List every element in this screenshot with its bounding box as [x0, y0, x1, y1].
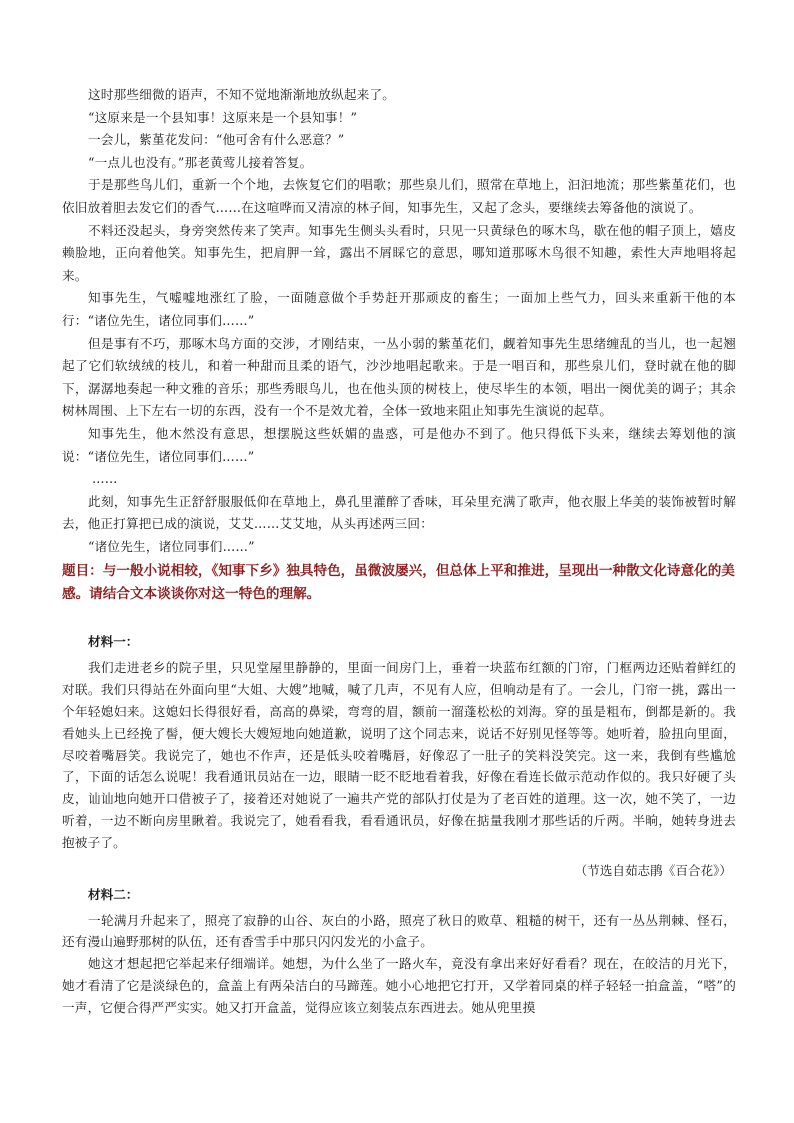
material-two-paragraph: 她这才想起把它举起来仔细端详。她想，为什么坐了一路火车，竟没有拿出来好好看看？现在，在皎洁的月光下，她才看清了它是淡绿色的，盒盖上有两朵洁白的马蹄莲。她小心地把它打开，又学着同桌的样子轻轻一拍盒盖，“嗒”的一声，它便合得严严实实。她又打开盒盖，觉得应该立刻装点东西进去。她从兜里摸 [62, 956, 736, 1015]
paragraph: 这时那些细微的语声，不知不觉地渐渐地放纵起来了。 [88, 87, 396, 102]
paragraph: 不料还没起头，身旁突然传来了笑声。知事先生侧头头看时，只见一只黄绿色的啄木鸟，歇在他的帽子顶上，嬉皮赖脸地，正向着他笑。知事先生，把肩胛一耸，露出不屑睬它的意思，哪知道那啄木鸟很不知趣，索性大声地唱将起来。 [62, 222, 736, 283]
paragraph: “一点儿也没有。”那老黄莺儿接着答复。 [88, 154, 313, 170]
paragraph: 于是那些鸟儿们，重新一个个地，去恢复它们的唱歌；那些泉儿们，照常在草地上，汩汩地流；那些紫堇花们，也依旧放着胆去发它们的香气……在这喧哗而又清凉的林子间，知事先生，又起了念头，要继续去筹备他的演说了。 [62, 177, 736, 215]
material-one-label: 材料一： [88, 634, 139, 650]
paragraph: 但是事有不巧，那啄木鸟方面的交涉，才刚结束，一丛小弱的紫堇花们，觑着知事先生思绪缠乱的当儿，也一起翘起了它们软绒绒的枝儿，和着一种甜而且柔的语气，沙沙地唱起歌来。于是一唱百和，那些泉儿们，登时就在他的脚下，潺潺地奏起一种文雅的音乐；那些秀眼鸟儿，也在他头顶的树枝上，使尽毕生的本领，唱出一阕优美的调子；其余树林周围、上下左右一切的东西，没有一个不是效尤着，全体一致地来阻止知事先生演说的起草。 [62, 335, 736, 419]
paragraph: 知事先生，气嘘嘘地涨红了脸，一面随意做个手势赶开那顽皮的畜生；一面加上些气力，回头来重新干他的本行：“诸位先生，诸位同事们……” [62, 290, 736, 328]
paragraph: “诸位先生，诸位同事们……” [88, 538, 255, 554]
paragraph: 此刻，知事先生正舒舒服服低仰在草地上，鼻孔里灌醉了香味，耳朵里充满了歌声，他衣服上华美的装饰被暂时解去，他正打算把已成的演说，艾艾……艾艾地，从头再述两三回： [62, 493, 736, 532]
question-prompt: 题目：与一般小说相较，《知事下乡》独具特色，虽微波屡兴，但总体上平和推进，呈现出一种散文化诗意化的美感。请结合文本谈谈你对这一特色的理解。 [62, 563, 735, 602]
ellipsis-line: …… [92, 471, 118, 487]
paragraph: “这原来是一个县知事！这原来是一个县知事！” [88, 109, 358, 125]
material-one-source: （节选自茹志鹃《百合花》） [574, 862, 732, 878]
material-two-label: 材料二： [88, 886, 139, 902]
paragraph: 知事先生，他木然没有意思，想摆脱这些妖媚的蛊惑，可是他办不到了。他只得低下头来，继续去筹划他的演说：“诸位先生，诸位同事们……” [62, 425, 736, 464]
material-two-paragraph: 一轮满月升起来了，照亮了寂静的山谷、灰白的小路，照亮了秋日的败草、粗糙的树干，还有一丛丛荆棘、怪石，还有漫山遍野那树的队伍，还有香雪手中那只闪闪发光的小盒子。 [62, 912, 736, 950]
paragraph: 一会儿，紫堇花发问：“他可舍有什么恶意？” [88, 132, 345, 148]
material-one-text: 我们走进老乡的院子里，只见堂屋里静静的，里面一间房门上，垂着一块蓝布红额的门帘，门框两边还贴着鲜红的对联。我们只得站在外面向里“大姐、大嫂”地喊，喊了几声，不见有人应，但响动是有了。一会儿，门帘一挑，露出一个年轻媳妇来。这媳妇长得很好看，高高的鼻梁，弯弯的眉，额前一溜蓬松松的刘海。穿的虽是粗布，倒都是新的。我看她头上已经挽了髻，便大嫂长大嫂短地向她道歉，说明了这个同志来，说话不好别见怪等等。她听着，脸扭向里面，尽咬着嘴唇笑。我说完了，她也不作声，还是低头咬着嘴唇，好像忍了一肚子的笑料没笑完。这一来，我倒有些尴尬了，下面的话怎么说呢！我看通讯员站在一边，眼睛一眨不眨地看着我，好像在看连长做示范动作似的。我只好硬了头皮，讪讪地向她开口借被子了，接着还对她说了一遍共产党的部队打仗是为了老百姓的道理。这一次，她不笑了，一边听着，一边不断向房里瞅着。我说完了，她看看我，看看通讯员，好像在掂量我刚才那些话的斤两。半晌，她转身进去抱被子了。 [62, 660, 736, 850]
